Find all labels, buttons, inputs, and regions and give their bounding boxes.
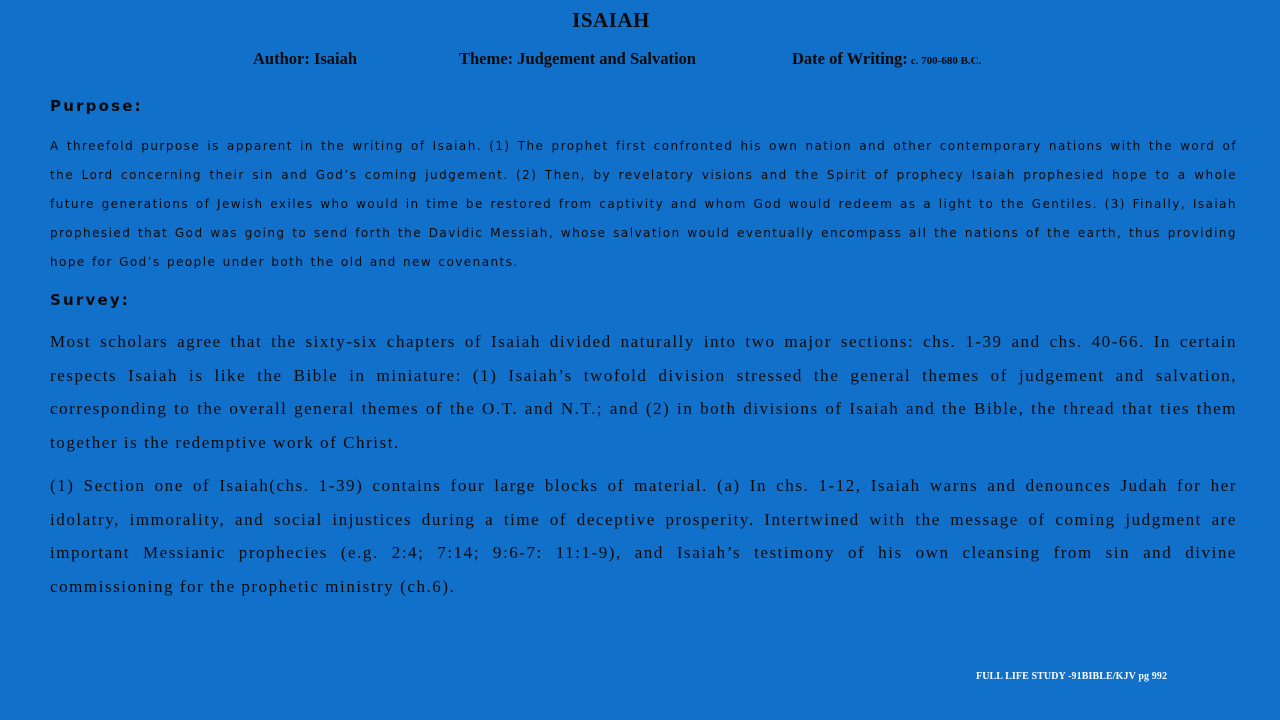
date-value: c. 700-680 B.C. <box>910 55 982 67</box>
page-title: ISAIAH <box>572 8 650 32</box>
theme-label: Theme: Judgement and Salvation <box>459 49 696 68</box>
purpose-paragraph: A threefold purpose is apparent in the writing of Isaiah. (1) The prophet first confronted his own nation and other contemporary nations with the word of the Lord concerning their sin and God’s coming judgement. (2) Then, by revelatory visions and the Spirit of prophecy Isaiah prophesied hope to a whole future generations of Jewish exiles who would in time be restored from captivity and whom God would redeem as a light to the Gentiles. (3) Finally, Isaiah prophesied that God was going to send forth the Davidic Messiah, whose salvation would eventually encompass all the nations of the earth, thus providing hope for God’s people under both the old and new covenants. <box>50 139 1237 269</box>
survey-paragraph-1: Most scholars agree that the sixty-six chapters of Isaiah divided naturally into two major sections: chs. 1-39 and chs. 40-66. In certain respects Isaiah is like the Bible in miniature: (1) Isaiah’s twofold division stressed the general themes of judgement and salvation, corresponding to the overall general themes of the O.T. and N.T.; and (2) in both divisions of Isaiah and the Bible, the thread that ties them together is the redemptive work of Christ. <box>50 332 1237 452</box>
date-label: Date of Writing: <box>792 49 908 68</box>
survey-paragraph-2: (1) Section one of Isaiah(chs. 1-39) contains four large blocks of material. (a) In chs. 1-12, Isaiah warns and denounces Judah for her idolatry, immorality, and social injustices during a time of deceptive prosperity. Intertwined with the message of coming judgment are important Messianic prophecies (e.g. 2:4; 7:14; 9:6-7: 11:1-9), and Isaiah’s testimony of his own cleansing from sin and divine commissioning for the prophetic ministry (ch.6). <box>50 476 1237 596</box>
survey-heading: Survey: <box>50 291 131 309</box>
purpose-heading: Purpose: <box>50 97 143 115</box>
date-of-writing <box>792 49 981 69</box>
author-label: Author: Isaiah <box>253 49 358 68</box>
book-meta-row <box>0 49 1280 71</box>
source-footer: FULL LIFE STUDY -91BIBLE/KJV pg 992 <box>976 671 1168 682</box>
